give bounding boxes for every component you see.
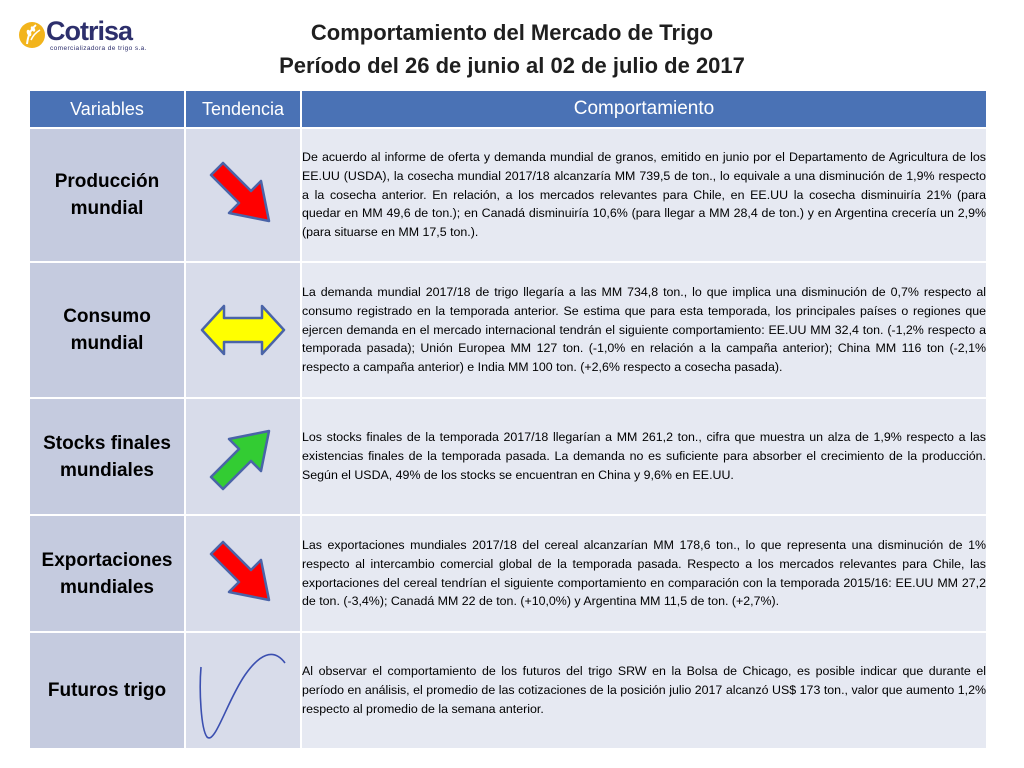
table-row [29, 515, 987, 632]
red-down-right-arrow-icon [203, 534, 283, 614]
description-exportaciones: Las exportaciones mundiales 2017/18 del cereal alcanzarían MM 178,6 ton., lo que representa una disminución de 1% respecto al intercambio comercial global de la temporada pasada. Respecto a los mercados relevantes para Chile, las exportaciones del cereal tendrían el siguiente comportamiento en comparación con la temporada 2015/16: EE.UU MM 27,2 de ton. (-3,4%); Canadá MM 22 de ton. (+10,0%) y Argentina MM 11,5 de ton. (+2,7%). [301, 515, 987, 632]
brand-tagline: comercializadora de trigo s.a. [50, 45, 147, 52]
description-stocks: Los stocks finales de la temporada 2017/18 llegarían a MM 261,2 ton., cifra que muestra un alza de 1,9% respecto a las existencias finales de la temporada pasada. La demanda no es suficiente para absorber el crecimiento de la producción. Según el USDA, 49% de los stocks se encuentran en China y 9,6% en EE.UU. [301, 398, 987, 515]
trend-cell [185, 632, 301, 749]
page-subtitle: Período del 26 de junio al 02 de julio de 2017 [279, 53, 745, 78]
header-variables: Variables [29, 90, 185, 128]
market-behavior-table [28, 89, 988, 750]
brand-name: Cotrisa [46, 16, 133, 46]
page-title: Comportamiento del Mercado de Trigo [310, 20, 714, 45]
description-produccion: De acuerdo al informe de oferta y demanda mundial de granos, emitido en junio por el Departamento de Agricultura de los EE.UU (USDA), la cosecha mundial 2017/18 alcanzaría MM 739,5 de ton., lo equivale a una disminución de 1,9% respecto a la cosecha anterior. En relación, a los mercados relevantes para Chile, en EE.UU la cosecha disminuiría 21% (para quedar en MM 49,6 de ton.); en Canadá disminuiría 10,6% (para llegar a MM 28,4 de ton.) y en Argentina crecería un 2,9% (para situarse en MM 17,5 ton.). [301, 128, 987, 262]
trend-cell [185, 515, 301, 632]
description-futuros: Al observar el comportamiento de los futuros del trigo SRW en la Bolsa de Chicago, es posible indicar que durante el período en análisis, el promedio de las cotizaciones de la posición julio 2017 alcanzó US$ 173 ton., valor que aumento 1,2% respecto al promedio de la semana anterior. [301, 632, 987, 749]
header-comportamiento: Comportamiento [301, 90, 987, 128]
wave-line-icon [193, 641, 293, 741]
variable-exportaciones: Exportaciones mundiales [29, 515, 185, 632]
header-tendencia: Tendencia [185, 90, 301, 128]
table-row [29, 262, 987, 398]
green-up-right-arrow-icon [203, 417, 283, 497]
red-down-right-arrow-icon [203, 155, 283, 235]
variable-stocks: Stocks finales mundiales [29, 398, 185, 515]
variable-futuros: Futuros trigo [29, 632, 185, 749]
description-consumo: La demanda mundial 2017/18 de trigo llegaría a las MM 734,8 ton., lo que implica una disminución de 0,7% respecto al consumo registrado en la temporada anterior. Se estima que para esta temporada, los principales países o regiones que ejercen demanda en el mercado internacional tendrán el siguiente comportamiento: EE.UU MM 32,4 ton. (-1,2% respecto a temporada pasada); Unión Europea MM 127 ton. (-1,0% en relación a la campaña anterior); China MM 116 ton (-2,1% respecto a campaña anterior) e India MM 100 ton. (+2,6% respecto a cosecha pasada). [301, 262, 987, 398]
trend-cell [185, 128, 301, 262]
variable-produccion: Producción mundial [29, 128, 185, 262]
table-row [29, 128, 987, 262]
table-row [29, 398, 987, 515]
variable-consumo: Consumo mundial [29, 262, 185, 398]
trend-cell [185, 398, 301, 515]
trend-cell [185, 262, 301, 398]
table-row [29, 632, 987, 749]
yellow-left-right-arrow-icon [198, 300, 288, 360]
